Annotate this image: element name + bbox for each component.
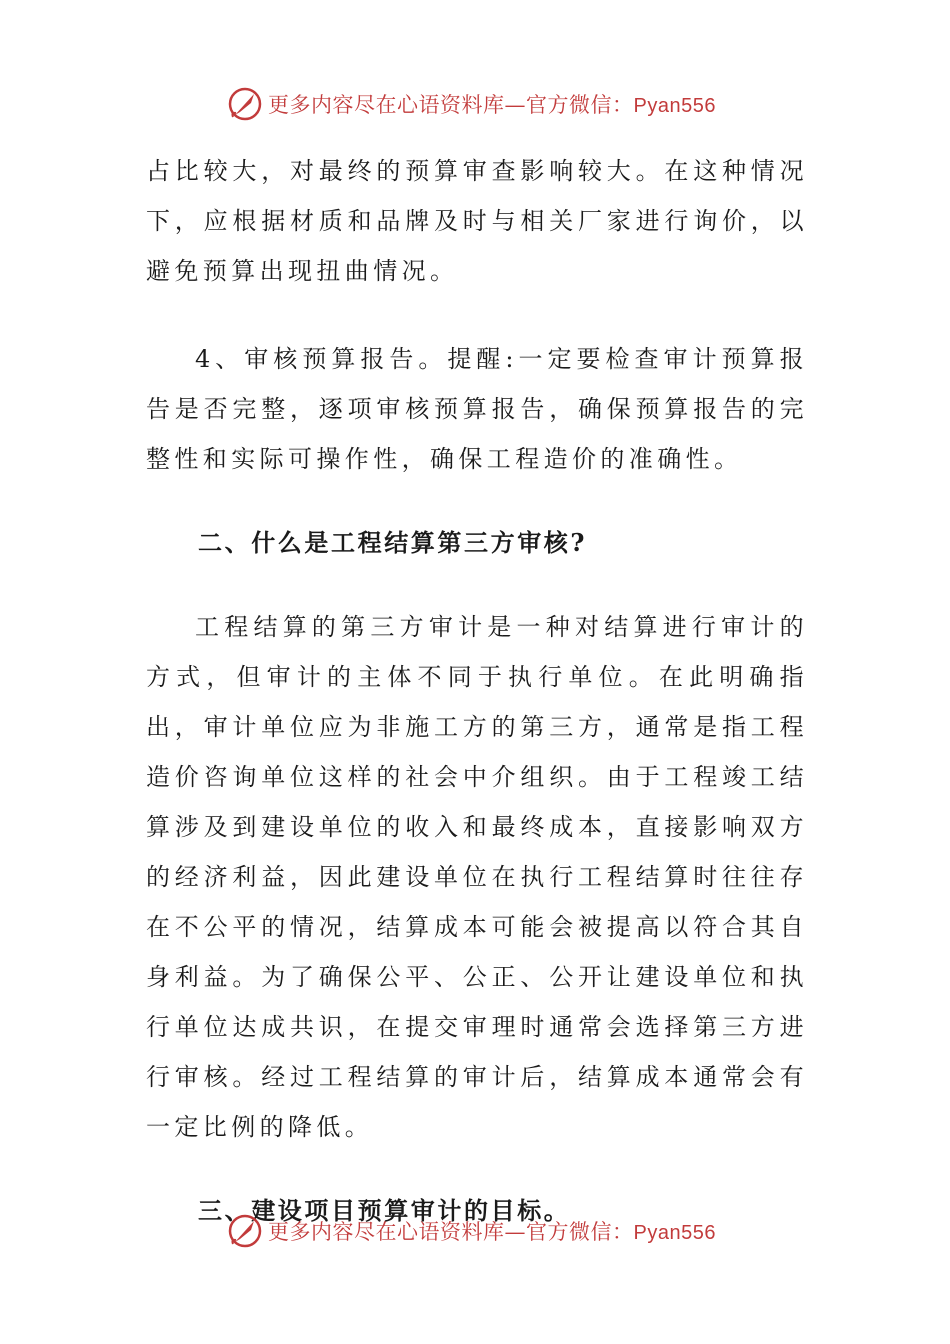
header-banner (226, 84, 716, 124)
section-heading-3: 三、建设项目预算审计的目标。 (198, 1196, 571, 1225)
paragraph-2: 4、审核预算报告。提醒:一定要检查审计预算报告是否完整，逐项审核预算报告，确保预算报告的完整性和实际可操作性，确保工程造价的准确性。 (146, 345, 808, 473)
paragraph-1: 占比较大，对最终的预算审查影响较大。在这种情况下，应根据材质和品牌及时与相关厂家进行询价，以避免预算出现扭曲情况。 (146, 157, 808, 285)
paragraph-3: 工程结算的第三方审计是一种对结算进行审计的方式，但审计的主体不同于执行单位。在此明确指出，审计单位应为非施工方的第三方，通常是指工程造价咨询单位这样的社会中介组织。由于工程竣工结算涉及到建设单位的收入和最终成本，直接影响双方的经济利益，因此建设单位在执行工程结算时往往存在不公平的情况，结算成本可能会被提高以符合其自身利益。为了确保公平、公正、公开让建设单位和执行单位达成共识，在提交审理时通常会选择第三方进行审核。经过工程结算的审计后，结算成本通常会有一定比例的降低。 (146, 613, 808, 1141)
section-heading-2: 二、什么是工程结算第三方审核? (198, 528, 588, 557)
footer-banner (226, 1211, 716, 1251)
document-body (146, 146, 808, 1236)
quill-logo-icon (226, 1212, 264, 1250)
quill-logo-icon (226, 85, 264, 123)
header-wechat-id: Pyan556 (633, 95, 716, 117)
header-brand-text: 更多内容尽在心语资料库—官方微信：Pyan556 (268, 93, 716, 117)
footer-wechat-id: Pyan556 (633, 1222, 716, 1244)
footer-brand-text: 更多内容尽在心语资料库—官方微信：Pyan556 (268, 1220, 716, 1244)
